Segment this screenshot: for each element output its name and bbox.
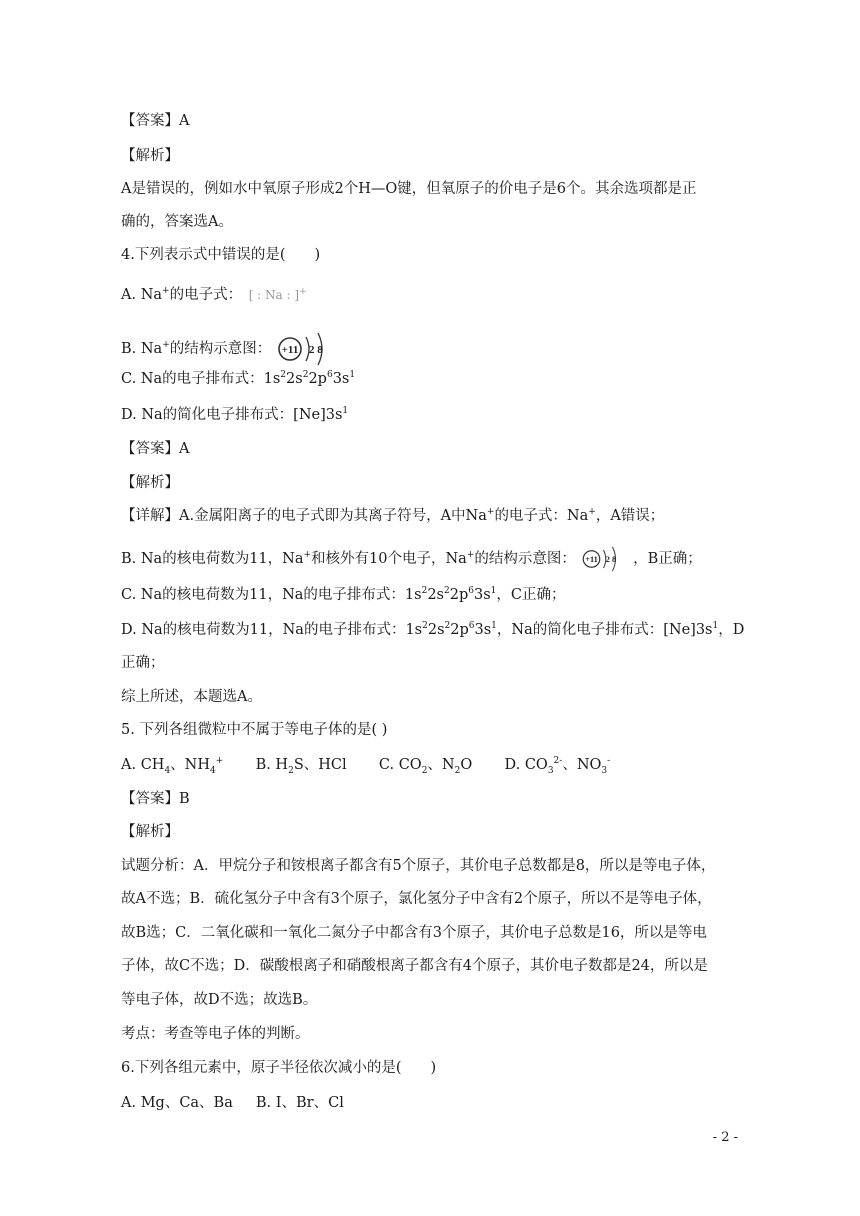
q5-answer: 【答案】B: [121, 791, 190, 807]
sodium-ion-lewis-formula: [249, 285, 307, 305]
nucleus-charge: +11: [281, 344, 299, 356]
q4-summary: 综上所述，本题选A。: [121, 689, 262, 705]
q6-option-b: B. I、Br、Cl: [255, 1095, 344, 1111]
atomic-structure-diagram-icon: [276, 331, 340, 367]
q5-analysis-line3: 故B选；C．二氧化碳和一氧化二氮分子中都含有3个原子，其价电子总数是16，所以是等电: [121, 925, 707, 941]
lewis-text: [ : Na : ]: [248, 288, 300, 302]
q5-kaodian: 考点：考查等电子体的判断。: [121, 1026, 310, 1042]
q4-detail-b: B. Na的核电荷数为11，Na+和核外有10个电子，Na+的结构示意图： +11 2 8 ，B正确；: [121, 543, 702, 575]
q5-analysis-line1: 试题分析：A．甲烷分子和铵根离子都含有5个原子，其价电子总数都是8，所以是等电子体，: [121, 858, 716, 874]
q4-detail-d: D. Na的核电荷数为11，Na的电子排布式：$1s^22s^22p^63s^1$，Na的简化电子排布式：$[Ne]3s^1$，D: [121, 621, 745, 638]
q5-option-d: D. $CO_3^{2-}$、$NO_3^-$: [504, 756, 611, 776]
q4-detail-d-line2: 正确；: [121, 655, 165, 671]
q4-detail-a: 【详解】A.金属阳离子的电子式即为其离子符号，A中Na+的电子式：Na+，A错误；: [121, 507, 665, 524]
q4-option-d: D. Na的简化电子排布式：$[Ne]3s^1$: [121, 406, 349, 423]
q5-analysis-line2: 故A不选；B．硫化氢分子中含有3个原子，氯化氢分子中含有2个原子，所以不是等电子体，: [121, 891, 712, 907]
q4-option-a-text: A. Na: [121, 287, 163, 303]
q4-detail-c: C. Na的核电荷数为11，Na的电子排布式：$1s^22s^22p^63s^1$，C正确；: [121, 586, 566, 603]
q3-analysis-line1: A是错误的，例如水中氧原子形成2个H—O键，但氧原子的价电子是6个。其余选项都是正: [121, 181, 697, 197]
q5-option-a: A. $CH_4$、$NH_4^+$: [121, 756, 224, 776]
lewis-charge: +: [299, 287, 307, 297]
q4-option-c: C. Na的电子排布式：$1s^22s^22p^63s^1$: [121, 370, 356, 387]
q3-analysis-heading: 【解析】: [121, 148, 179, 164]
q4-option-b-label: 的结构示意图：: [169, 341, 272, 357]
q5-analysis-line4: 子体，故C不选；D．碳酸根离子和硝酸根离子都含有4个原子，其价电子数都是24，所以是: [121, 958, 708, 974]
q4-option-a: [121, 285, 307, 305]
q6-option-a: A. Mg、Ca、Ba: [121, 1095, 233, 1111]
q5-analysis-line5: 等电子体，故D不选；故选B。: [121, 992, 318, 1008]
atomic-structure-diagram-icon: [581, 543, 629, 575]
q4-option-a-label: 的电子式：: [169, 287, 243, 303]
q5-options: [121, 755, 610, 775]
q3-analysis-line2: 确的，答案选A。: [121, 214, 233, 230]
q4-option-a-charge: +: [162, 286, 170, 297]
q3-answer: 【答案】A: [121, 113, 190, 129]
q4-option-b: [121, 331, 340, 367]
q6-question: 6.下列各组元素中，原子半径依次减小的是( ): [121, 1060, 437, 1076]
q4-option-b-text: B. Na: [121, 341, 163, 357]
shell-electron-counts: 2 8: [308, 344, 323, 356]
q4-option-d-text: D. Na的简化电子排布式：[Ne]3s: [121, 407, 343, 423]
q5-option-c: C. $CO_2$、$N_2O$: [378, 757, 473, 776]
q4-analysis-heading: 【解析】: [121, 475, 179, 491]
q4-question: 4.下列表示式中错误的是( ): [121, 247, 321, 263]
q4-answer: 【答案】A: [121, 441, 190, 457]
q5-option-b: B. $H_2S$、HCl: [255, 757, 347, 776]
q4-option-b-charge: +: [162, 340, 170, 351]
q5-question: 5. 下列各组微粒中不属于等电子体的是( ): [121, 722, 388, 738]
nucleus-charge: +11: [584, 555, 598, 564]
q6-options: [121, 1093, 344, 1113]
q5-analysis-heading: 【解析】: [121, 824, 179, 840]
q4-option-c-text: C. Na的电子排布式：1s: [121, 371, 281, 387]
shell-electron-counts: 2 8: [605, 555, 616, 564]
page-number: - 2 -: [712, 1130, 738, 1145]
